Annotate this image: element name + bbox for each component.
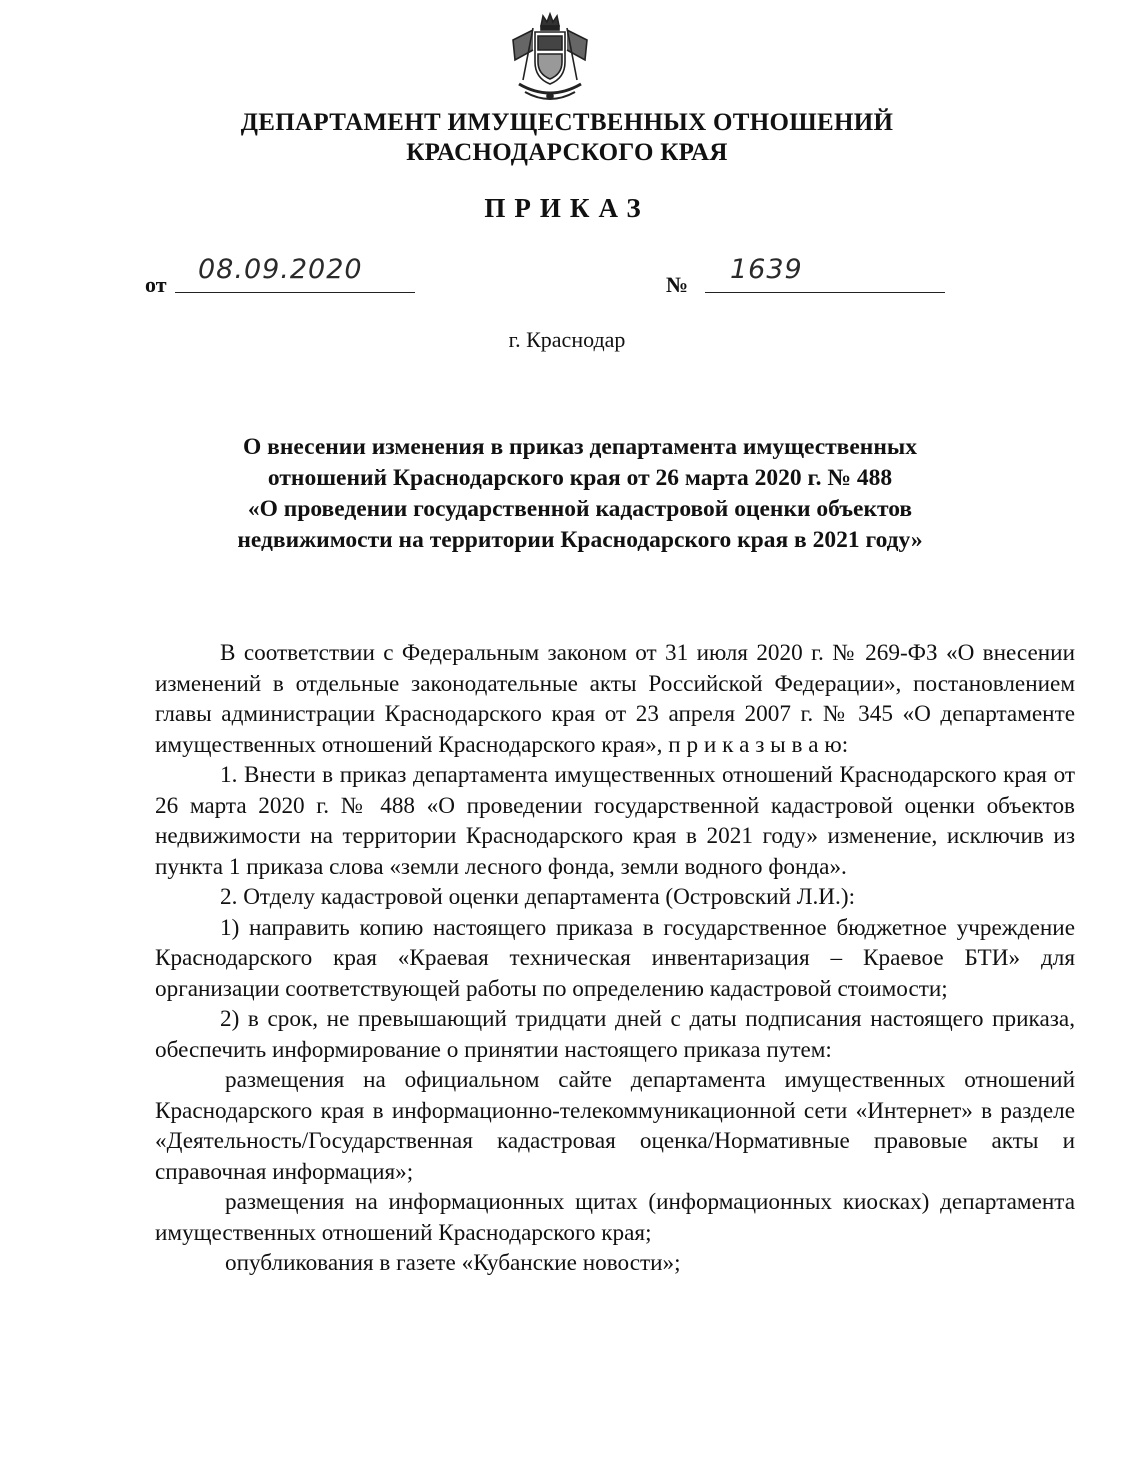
order-body (155, 638, 1075, 1279)
subject-line: «О проведении государственной кадастровой оценки объектов (247, 496, 913, 522)
number-label: № (666, 272, 689, 297)
subject-line: недвижимости на территории Краснодарского края в 2021 году» (237, 527, 923, 553)
order-subject (160, 432, 1000, 556)
item-2-paragraph: 2. Отделу кадастровой оценки департамента (Островский Л.И.): (220, 884, 856, 910)
item-2-2-b-paragraph: размещения на информационных щитах (информационных киосках) департамента имущественных отношений Краснодарского края; (155, 1189, 1075, 1246)
date-underline (175, 292, 415, 293)
krasnodar-krai-coat-of-arms-icon (505, 10, 595, 105)
item-2-1-paragraph: 1) направить копию настоящего приказа в государственное бюджетное учреждение Краснодарского края «Краевая техническая инвентаризация – Краевое БТИ» для организации соответствующей работы по определению кадастровой стоимости; (155, 914, 1075, 1002)
intro-paragraph: В соответствии с Федеральным законом от 31 июля 2020 г. № 269-ФЗ «О внесении изменений в отдельные законодательные акты Российской Федерации», постановлением главы администрации Краснодарского края от 23 апреля 2007 г. № 345 «О департаменте имущественных отношений Краснодарского края», п р и к а з ы в а ю: (155, 640, 1075, 758)
document-type-title: ПРИКАЗ (484, 193, 650, 223)
number-underline (705, 292, 945, 293)
subject-line: отношений Краснодарского края от 26 марта 2020 г. № 488 (267, 465, 893, 491)
subject-line: О внесении изменения в приказ департамента имущественных (243, 434, 917, 460)
department-name-line2: КРАСНОДАРСКОГО КРАЯ (406, 139, 728, 166)
item-1-paragraph: 1. Внести в приказ департамента имущественных отношений Краснодарского края от 26 марта 2020 г. № 488 «О проведении государственной кадастровой оценки объектов недвижимости на территории Краснодарского края в 2021 году» изменение, исключив из пункта 1 приказа слова «земли лесного фонда, земли водного фонда». (155, 762, 1075, 880)
handwritten-date: 08.09.2020 (198, 254, 363, 285)
department-name-line1: ДЕПАРТАМЕНТ ИМУЩЕСТВЕННЫХ ОТНОШЕНИЙ (240, 109, 894, 136)
item-2-2-paragraph: 2) в срок, не превышающий тридцати дней с даты подписания настоящего приказа, обеспечить информирование о принятии настоящего приказа путем: (155, 1006, 1075, 1063)
item-2-2-c-paragraph: опубликования в газете «Кубанские новости»; (225, 1250, 681, 1276)
item-2-2-a-paragraph: размещения на официальном сайте департамента имущественных отношений Краснодарского края в информационно-телекоммуникационной сети «Интернет» в разделе «Деятельность/Государственная кадастровая оценка/Нормативные правовые акты и справочная информация»; (155, 1067, 1075, 1185)
date-label: от (145, 272, 167, 297)
handwritten-number: 1639 (730, 254, 803, 285)
city-name: г. Краснодар (508, 327, 626, 352)
